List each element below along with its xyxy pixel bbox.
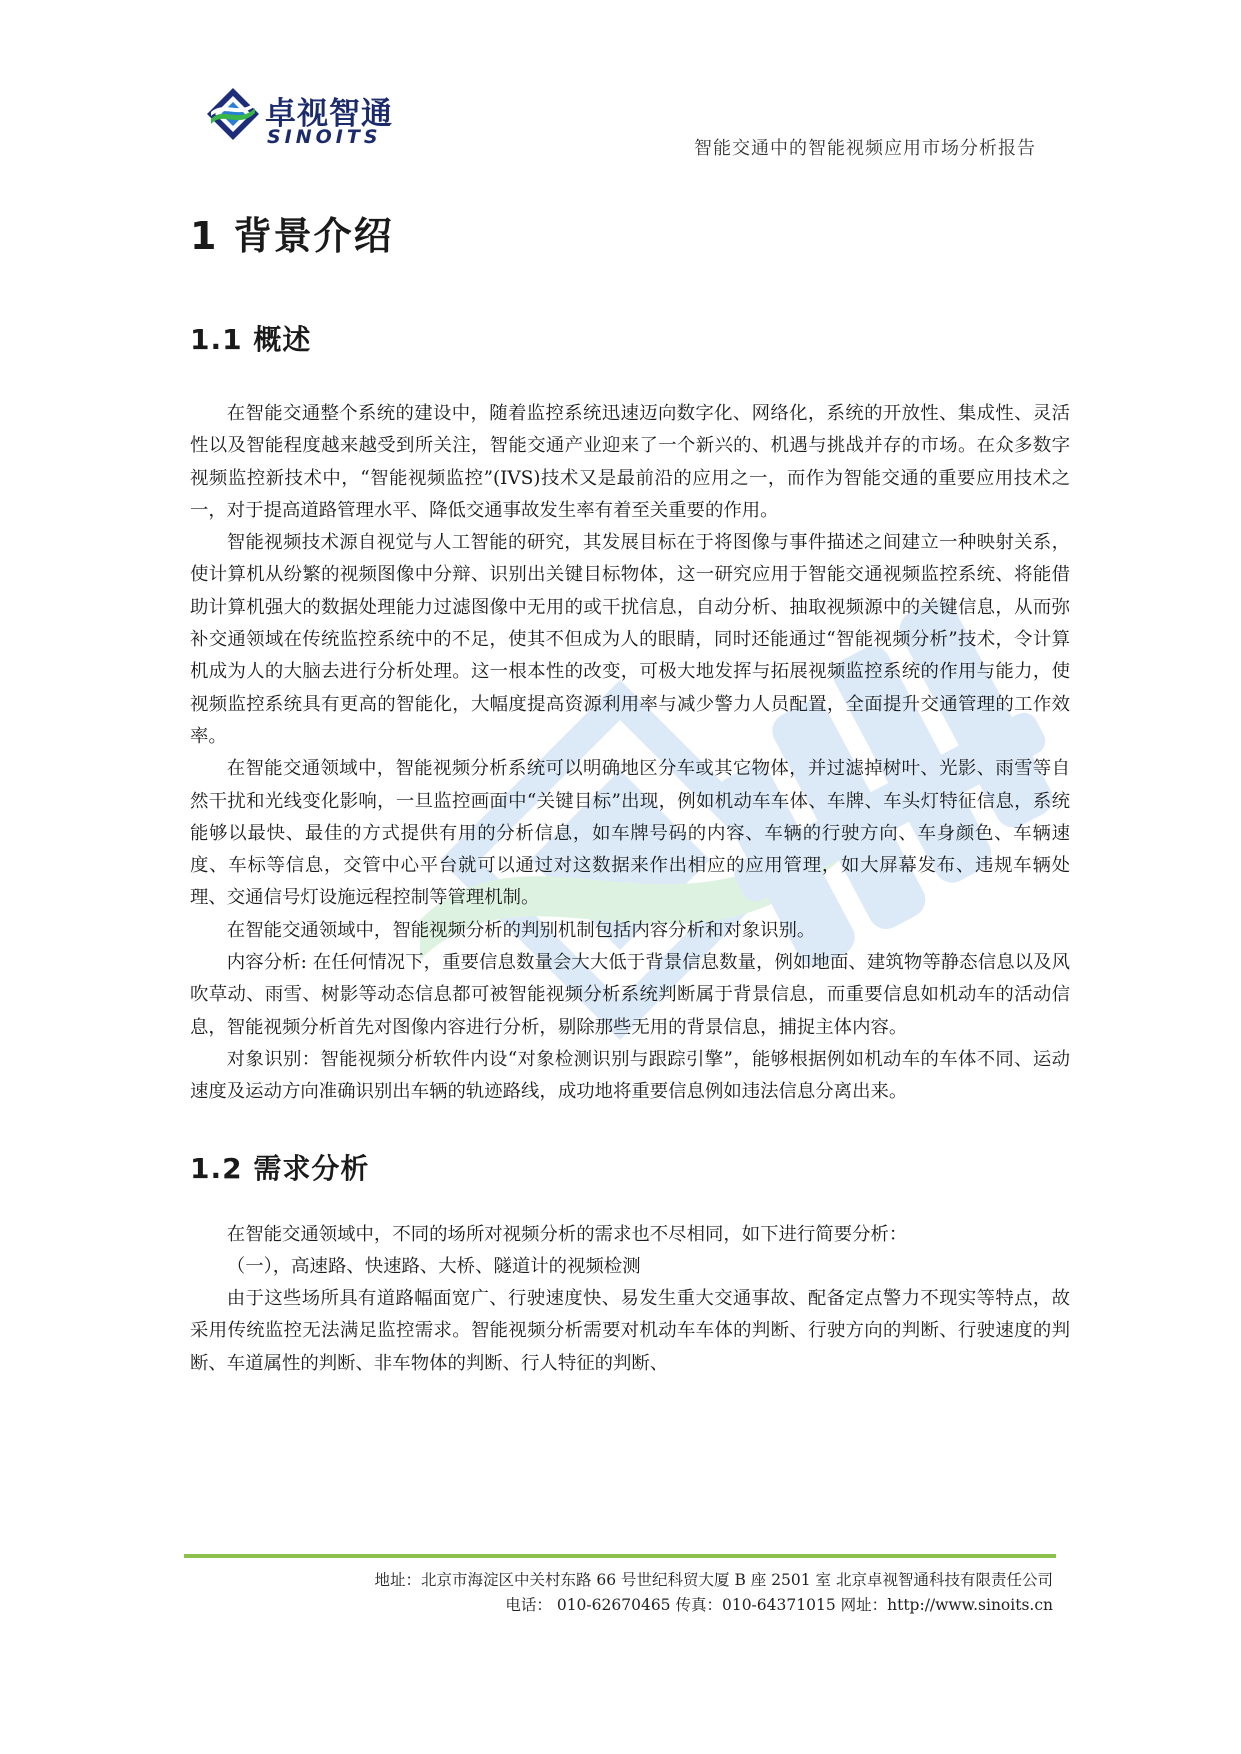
body-paragraph: 智能视频技术源自视觉与人工智能的研究，其发展目标在于将图像与事件描述之间建立一种映射关系，使计算机从纷繁的视频图像中分辩、识别出关键目标物体，这一研究应用于智能交通视频监控系统、将能借助计算机强大的数据处理能力过滤图像中无用的或干扰信息，自动分析、抽取视频源中的关键信息，从而弥补交通领域在传统监控系统中的不足，使其不但成为人的眼睛，同时还能通过“智能视频分析”技术，令计算机成为人的大脑去进行分析处理。这一根本性的改变，可极大地发挥与拓展视频监控系统的作用与能力，使视频监控系统具有更高的智能化，大幅度提高资源利用率与减少警力人员配置，全面提升交通管理的工作效率。 [190,532,1070,747]
logo-chinese-name: 卓视智通 [265,96,393,132]
page-footer [374,1568,1053,1618]
logo-mark-icon [205,86,261,142]
body-paragraph: 在智能交通领域中，智能视频分析的判别机制包括内容分析和对象识别。 [226,919,816,941]
footer-contact: 电话： 010-62670465 传真：010-64371015 网址：http://www.sinoits.cn [505,1596,1053,1614]
section-title-overview: 1.1 概述 [190,323,312,356]
body-paragraph: 在智能交通整个系统的建设中，随着监控系统迅速迈向数字化、网络化，系统的开放性、集成性、灵活性以及智能程度越来越受到所关注，智能交通产业迎来了一个新兴的、机遇与挑战并存的市场。在众多数字视频监控新技术中，“智能视频监控”(IVS)技术又是最前沿的应用之一，而作为智能交通的重要应用技术之一，对于提高道路管理水平、降低交通事故发生率有着至关重要的作用。 [190,403,1070,521]
footer-divider [184,1554,1056,1558]
section-title-requirements: 1.2 需求分析 [190,1151,370,1185]
body-paragraph: 对象识别：智能视频分析软件内设“对象检测识别与跟踪引擎”，能够根据例如机动车的车体不同、运动速度及运动方向准确识别出车辆的轨迹路线，成功地将重要信息例如违法信息分离出来。 [190,1048,1070,1103]
body-paragraph: 在智能交通领域中，智能视频分析系统可以明确地区分车或其它物体，并过滤掉树叶、光影、雨雪等自然干扰和光线变化影响，一旦监控画面中“关键目标”出现，例如机动车车体、车牌、车头灯特征信息，系统能够以最快、最佳的方式提供有用的分析信息，如车牌号码的内容、车辆的行驶方向、车身颜色、车辆速度、车标等信息，交管中心平台就可以通过对这数据来作出相应的应用管理，如大屏幕发布、违规车辆处理、交通信号灯设施远程控制等管理机制。 [190,758,1070,909]
body-paragraph: 由于这些场所具有道路幅面宽广、行驶速度快、易发生重大交通事故、配备定点警力不现实等特点，故采用传统监控无法满足监控需求。智能视频分析需要对机动车车体的判断、行驶方向的判断、行驶速度的判断、车道属性的判断、非车物体的判断、行人特征的判断、 [190,1288,1070,1374]
document-body [190,210,1070,1380]
company-logo [205,86,405,156]
body-paragraph: （一），高速路、快速路、大桥、隧道计的视频检测 [226,1255,641,1277]
page-header [0,0,1241,170]
footer-address: 地址：北京市海淀区中关村东路 66 号世纪科贸大厦 B 座 2501 室 北京卓视智通科技有限责任公司 [374,1571,1053,1589]
report-title: 智能交通中的智能视频应用市场分析报告 [694,138,1036,159]
logo-english-name: SINOITS [267,126,382,148]
chapter-title: 1 背景介绍 [190,214,394,258]
body-paragraph: 内容分析: 在任何情况下，重要信息数量会大大低于背景信息数量，例如地面、建筑物等静态信息以及风吹草动、雨雪、树影等动态信息都可被智能视频分析系统判断属于背景信息，而重要信息如机动车的活动信息，智能视频分析首先对图像内容进行分析，剔除那些无用的背景信息，捕捉主体内容。 [190,952,1070,1038]
body-paragraph: 在智能交通领域中，不同的场所对视频分析的需求也不尽相同，如下进行简要分析： [226,1223,908,1245]
